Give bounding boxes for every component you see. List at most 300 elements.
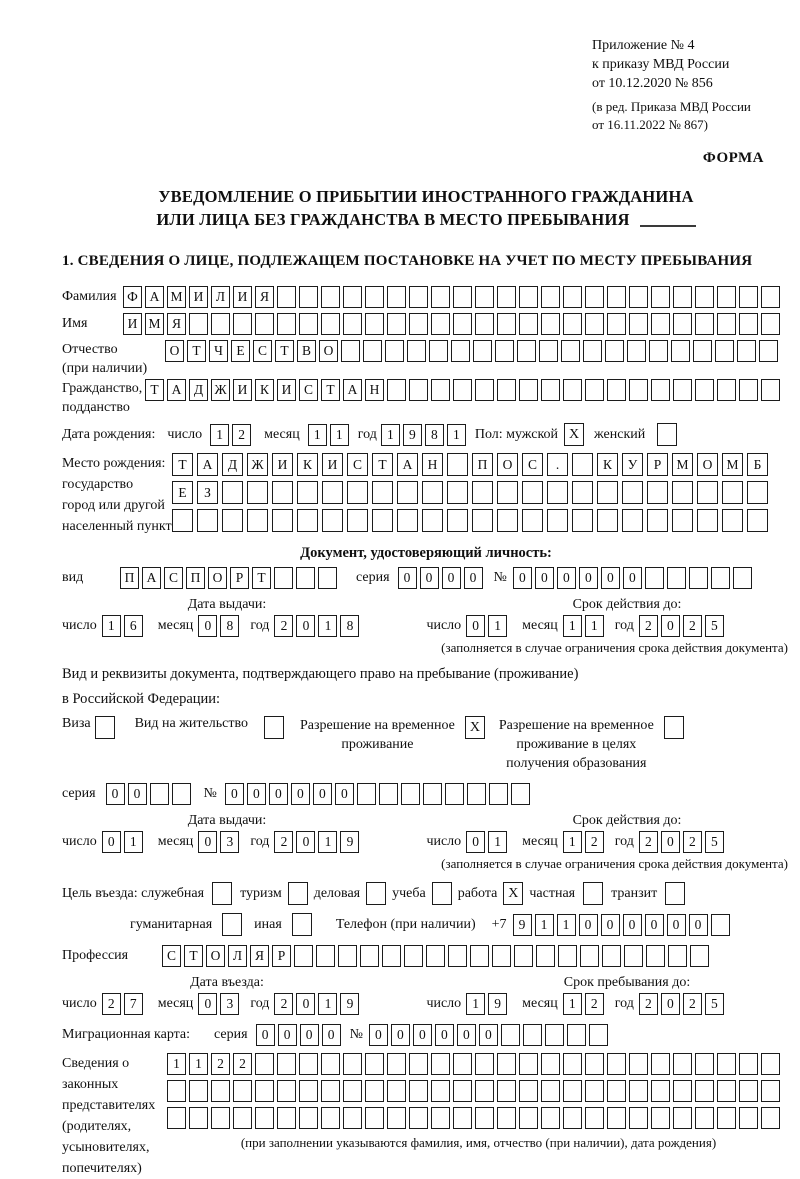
char-cell[interactable]: О [697,453,718,476]
char-cell[interactable]: Д [222,453,243,476]
residence-permit-checkbox[interactable] [264,716,284,739]
char-cell[interactable] [711,567,730,589]
char-cell[interactable] [341,340,360,362]
char-cell[interactable]: 1 [308,424,327,446]
char-cell[interactable]: 1 [124,831,143,853]
char-cell[interactable] [501,1024,520,1046]
char-cell[interactable] [497,286,516,308]
char-cell[interactable] [517,340,536,362]
char-cell[interactable]: К [597,453,618,476]
char-cell[interactable] [343,1053,362,1075]
char-cell[interactable]: А [142,567,161,589]
char-cell[interactable]: И [233,286,252,308]
char-cell[interactable] [541,379,560,401]
char-cell[interactable]: Ч [209,340,228,362]
char-cell[interactable] [519,379,538,401]
char-cell[interactable]: 0 [579,567,598,589]
char-cell[interactable] [563,1053,582,1075]
char-cell[interactable] [409,1080,428,1102]
char-cell[interactable]: С [164,567,183,589]
char-cell[interactable] [739,1080,758,1102]
char-cell[interactable] [277,1080,296,1102]
char-cell[interactable]: 0 [661,615,680,637]
char-cell[interactable] [365,1080,384,1102]
char-cell[interactable] [567,1024,586,1046]
char-cell[interactable] [448,945,467,967]
char-cell[interactable] [382,945,401,967]
char-cell[interactable] [607,1080,626,1102]
char-cell[interactable]: И [277,379,296,401]
char-cell[interactable] [453,379,472,401]
char-cell[interactable] [475,286,494,308]
char-cell[interactable] [379,783,398,805]
purpose-private-checkbox[interactable] [583,882,603,905]
char-cell[interactable]: И [272,453,293,476]
char-cell[interactable] [739,1107,758,1129]
char-cell[interactable]: 1 [447,424,466,446]
char-cell[interactable] [737,340,756,362]
char-cell[interactable] [761,1053,780,1075]
char-cell[interactable]: 2 [683,615,702,637]
char-cell[interactable] [357,783,376,805]
char-cell[interactable] [299,1053,318,1075]
char-cell[interactable] [297,481,318,504]
char-cell[interactable] [318,567,337,589]
char-cell[interactable]: 0 [128,783,147,805]
char-cell[interactable]: 0 [667,914,686,936]
char-cell[interactable] [387,379,406,401]
char-cell[interactable]: 0 [198,993,217,1015]
char-cell[interactable] [445,783,464,805]
char-cell[interactable]: А [343,379,362,401]
char-cell[interactable]: 5 [705,615,724,637]
char-cell[interactable] [717,1107,736,1129]
purpose-work-checkbox[interactable]: X [503,882,523,905]
char-cell[interactable]: 0 [457,1024,476,1046]
char-cell[interactable]: 8 [425,424,444,446]
char-cell[interactable] [715,340,734,362]
char-cell[interactable]: Ж [247,453,268,476]
char-cell[interactable] [585,313,604,335]
char-cell[interactable] [523,1024,542,1046]
char-cell[interactable] [536,945,555,967]
char-cell[interactable] [541,313,560,335]
char-cell[interactable] [222,509,243,532]
char-cell[interactable] [651,1080,670,1102]
char-cell[interactable] [572,481,593,504]
char-cell[interactable]: 1 [318,993,337,1015]
char-cell[interactable] [274,567,293,589]
char-cell[interactable]: С [299,379,318,401]
char-cell[interactable] [277,313,296,335]
char-cell[interactable]: 0 [269,783,288,805]
char-cell[interactable]: 0 [601,567,620,589]
char-cell[interactable] [447,481,468,504]
char-cell[interactable]: О [497,453,518,476]
char-cell[interactable] [585,1053,604,1075]
char-cell[interactable] [453,313,472,335]
char-cell[interactable] [759,340,778,362]
char-cell[interactable]: К [255,379,274,401]
char-cell[interactable]: 1 [330,424,349,446]
char-cell[interactable]: 1 [563,993,582,1015]
char-cell[interactable] [629,1053,648,1075]
purpose-transit-checkbox[interactable] [665,882,685,905]
char-cell[interactable] [519,313,538,335]
char-cell[interactable] [722,509,743,532]
char-cell[interactable] [189,313,208,335]
char-cell[interactable]: 2 [639,831,658,853]
char-cell[interactable]: Н [422,453,443,476]
char-cell[interactable]: Я [167,313,186,335]
char-cell[interactable]: Е [231,340,250,362]
char-cell[interactable] [189,1107,208,1129]
char-cell[interactable] [627,340,646,362]
char-cell[interactable]: Б [747,453,768,476]
char-cell[interactable] [422,509,443,532]
char-cell[interactable]: Я [255,286,274,308]
char-cell[interactable] [673,1080,692,1102]
char-cell[interactable]: 0 [479,1024,498,1046]
char-cell[interactable] [667,567,686,589]
char-cell[interactable] [363,340,382,362]
char-cell[interactable]: 0 [278,1024,297,1046]
char-cell[interactable] [299,286,318,308]
char-cell[interactable] [422,481,443,504]
char-cell[interactable] [672,509,693,532]
char-cell[interactable] [547,509,568,532]
char-cell[interactable]: 2 [274,831,293,853]
char-cell[interactable] [739,286,758,308]
char-cell[interactable] [629,313,648,335]
char-cell[interactable] [514,945,533,967]
char-cell[interactable] [255,1053,274,1075]
char-cell[interactable] [668,945,687,967]
char-cell[interactable] [470,945,489,967]
char-cell[interactable]: 0 [322,1024,341,1046]
char-cell[interactable]: 0 [623,914,642,936]
char-cell[interactable] [747,509,768,532]
char-cell[interactable] [297,509,318,532]
char-cell[interactable] [365,1053,384,1075]
char-cell[interactable] [647,481,668,504]
char-cell[interactable]: О [319,340,338,362]
char-cell[interactable] [409,313,428,335]
char-cell[interactable]: 1 [189,1053,208,1075]
char-cell[interactable] [322,481,343,504]
char-cell[interactable]: И [123,313,142,335]
char-cell[interactable] [475,1080,494,1102]
char-cell[interactable] [431,1107,450,1129]
char-cell[interactable]: 6 [124,615,143,637]
char-cell[interactable]: 0 [296,993,315,1015]
char-cell[interactable]: 0 [466,831,485,853]
char-cell[interactable]: 3 [220,831,239,853]
char-cell[interactable] [277,1107,296,1129]
char-cell[interactable] [365,313,384,335]
char-cell[interactable] [519,1053,538,1075]
char-cell[interactable]: 0 [435,1024,454,1046]
char-cell[interactable]: Р [230,567,249,589]
char-cell[interactable] [539,340,558,362]
char-cell[interactable] [401,783,420,805]
char-cell[interactable] [558,945,577,967]
char-cell[interactable]: И [233,379,252,401]
char-cell[interactable]: 2 [211,1053,230,1075]
char-cell[interactable]: Т [252,567,271,589]
char-cell[interactable] [423,783,442,805]
char-cell[interactable] [453,1107,472,1129]
char-cell[interactable]: 0 [420,567,439,589]
char-cell[interactable] [602,945,621,967]
char-cell[interactable] [407,340,426,362]
char-cell[interactable] [673,313,692,335]
char-cell[interactable] [492,945,511,967]
char-cell[interactable]: П [472,453,493,476]
char-cell[interactable]: З [197,481,218,504]
char-cell[interactable] [651,379,670,401]
char-cell[interactable]: 3 [220,993,239,1015]
char-cell[interactable] [255,313,274,335]
char-cell[interactable]: 1 [167,1053,186,1075]
char-cell[interactable] [277,286,296,308]
char-cell[interactable] [272,481,293,504]
char-cell[interactable] [387,1080,406,1102]
char-cell[interactable] [497,313,516,335]
char-cell[interactable]: 5 [705,993,724,1015]
char-cell[interactable] [697,481,718,504]
char-cell[interactable] [747,481,768,504]
char-cell[interactable]: В [297,340,316,362]
char-cell[interactable]: К [297,453,318,476]
char-cell[interactable]: С [522,453,543,476]
char-cell[interactable]: 0 [313,783,332,805]
char-cell[interactable] [409,379,428,401]
char-cell[interactable] [547,481,568,504]
char-cell[interactable] [739,379,758,401]
char-cell[interactable]: 0 [466,615,485,637]
char-cell[interactable] [695,313,714,335]
char-cell[interactable] [522,509,543,532]
char-cell[interactable] [597,481,618,504]
char-cell[interactable] [624,945,643,967]
char-cell[interactable] [255,1080,274,1102]
char-cell[interactable] [347,509,368,532]
purpose-humanitarian-checkbox[interactable] [222,913,242,936]
char-cell[interactable]: Л [228,945,247,967]
char-cell[interactable] [343,1107,362,1129]
char-cell[interactable] [695,1080,714,1102]
char-cell[interactable] [672,481,693,504]
char-cell[interactable] [447,509,468,532]
char-cell[interactable] [689,567,708,589]
char-cell[interactable]: Ж [211,379,230,401]
char-cell[interactable] [561,340,580,362]
char-cell[interactable] [299,313,318,335]
char-cell[interactable] [722,481,743,504]
char-cell[interactable] [522,481,543,504]
char-cell[interactable] [222,481,243,504]
char-cell[interactable] [647,509,668,532]
char-cell[interactable] [495,340,514,362]
char-cell[interactable]: 0 [535,567,554,589]
char-cell[interactable] [431,1053,450,1075]
char-cell[interactable] [233,313,252,335]
male-checkbox[interactable]: X [564,423,584,446]
char-cell[interactable] [233,1080,252,1102]
char-cell[interactable]: Н [365,379,384,401]
char-cell[interactable] [717,1053,736,1075]
char-cell[interactable]: Т [321,379,340,401]
char-cell[interactable]: 7 [124,993,143,1015]
char-cell[interactable]: 0 [661,993,680,1015]
char-cell[interactable]: О [206,945,225,967]
char-cell[interactable] [563,1107,582,1129]
char-cell[interactable] [426,945,445,967]
char-cell[interactable] [197,509,218,532]
char-cell[interactable] [607,1053,626,1075]
char-cell[interactable]: 1 [535,914,554,936]
char-cell[interactable]: С [162,945,181,967]
char-cell[interactable]: 0 [513,567,532,589]
char-cell[interactable] [321,286,340,308]
char-cell[interactable]: . [547,453,568,476]
char-cell[interactable]: Я [250,945,269,967]
char-cell[interactable] [711,914,730,936]
char-cell[interactable]: 0 [225,783,244,805]
char-cell[interactable] [453,1053,472,1075]
char-cell[interactable] [651,1053,670,1075]
char-cell[interactable] [365,286,384,308]
purpose-study-checkbox[interactable] [432,882,452,905]
char-cell[interactable] [409,1107,428,1129]
char-cell[interactable]: 0 [102,831,121,853]
char-cell[interactable] [365,1107,384,1129]
char-cell[interactable]: 1 [210,424,229,446]
char-cell[interactable] [322,509,343,532]
char-cell[interactable]: О [165,340,184,362]
char-cell[interactable]: Д [189,379,208,401]
char-cell[interactable] [429,340,448,362]
char-cell[interactable]: 2 [274,615,293,637]
char-cell[interactable]: Р [272,945,291,967]
char-cell[interactable] [347,481,368,504]
purpose-other-checkbox[interactable] [292,913,312,936]
char-cell[interactable]: 2 [232,424,251,446]
char-cell[interactable]: 0 [391,1024,410,1046]
char-cell[interactable]: М [145,313,164,335]
char-cell[interactable] [497,1053,516,1075]
purpose-business-checkbox[interactable] [366,882,386,905]
char-cell[interactable]: Т [145,379,164,401]
char-cell[interactable] [563,286,582,308]
char-cell[interactable]: Ф [123,286,142,308]
char-cell[interactable]: 1 [563,831,582,853]
char-cell[interactable] [585,286,604,308]
char-cell[interactable] [629,1107,648,1129]
char-cell[interactable]: Е [172,481,193,504]
char-cell[interactable] [671,340,690,362]
char-cell[interactable] [451,340,470,362]
char-cell[interactable] [629,1080,648,1102]
char-cell[interactable] [475,379,494,401]
char-cell[interactable] [583,340,602,362]
char-cell[interactable] [431,379,450,401]
char-cell[interactable]: 1 [102,615,121,637]
char-cell[interactable] [695,1053,714,1075]
char-cell[interactable] [473,340,492,362]
char-cell[interactable]: А [145,286,164,308]
char-cell[interactable] [387,1053,406,1075]
char-cell[interactable] [717,313,736,335]
char-cell[interactable] [299,1080,318,1102]
char-cell[interactable] [247,481,268,504]
char-cell[interactable]: 8 [340,615,359,637]
char-cell[interactable] [294,945,313,967]
char-cell[interactable]: 0 [689,914,708,936]
char-cell[interactable] [580,945,599,967]
char-cell[interactable]: А [397,453,418,476]
char-cell[interactable] [316,945,335,967]
char-cell[interactable]: 0 [256,1024,275,1046]
char-cell[interactable] [247,509,268,532]
char-cell[interactable] [673,379,692,401]
char-cell[interactable]: 0 [296,615,315,637]
char-cell[interactable] [497,1107,516,1129]
char-cell[interactable]: Л [211,286,230,308]
char-cell[interactable]: 2 [639,615,658,637]
char-cell[interactable] [739,313,758,335]
char-cell[interactable] [296,567,315,589]
char-cell[interactable]: 2 [274,993,293,1015]
char-cell[interactable] [211,1080,230,1102]
char-cell[interactable] [431,313,450,335]
char-cell[interactable] [651,1107,670,1129]
char-cell[interactable]: 1 [318,831,337,853]
char-cell[interactable]: 0 [198,831,217,853]
char-cell[interactable] [385,340,404,362]
char-cell[interactable]: М [722,453,743,476]
char-cell[interactable]: С [347,453,368,476]
char-cell[interactable] [404,945,423,967]
char-cell[interactable] [321,313,340,335]
char-cell[interactable] [649,340,668,362]
char-cell[interactable] [673,286,692,308]
char-cell[interactable] [589,1024,608,1046]
char-cell[interactable] [475,313,494,335]
char-cell[interactable]: 2 [683,993,702,1015]
char-cell[interactable]: 9 [403,424,422,446]
char-cell[interactable]: П [186,567,205,589]
char-cell[interactable]: 2 [683,831,702,853]
char-cell[interactable]: 1 [563,615,582,637]
char-cell[interactable] [695,286,714,308]
char-cell[interactable]: 2 [233,1053,252,1075]
purpose-official-checkbox[interactable] [212,882,232,905]
char-cell[interactable] [597,509,618,532]
char-cell[interactable]: И [189,286,208,308]
char-cell[interactable]: 1 [488,615,507,637]
char-cell[interactable]: 9 [340,831,359,853]
char-cell[interactable] [717,1080,736,1102]
char-cell[interactable] [211,313,230,335]
char-cell[interactable] [717,379,736,401]
char-cell[interactable] [338,945,357,967]
char-cell[interactable]: П [120,567,139,589]
char-cell[interactable]: Т [187,340,206,362]
char-cell[interactable] [409,1053,428,1075]
char-cell[interactable] [545,1024,564,1046]
